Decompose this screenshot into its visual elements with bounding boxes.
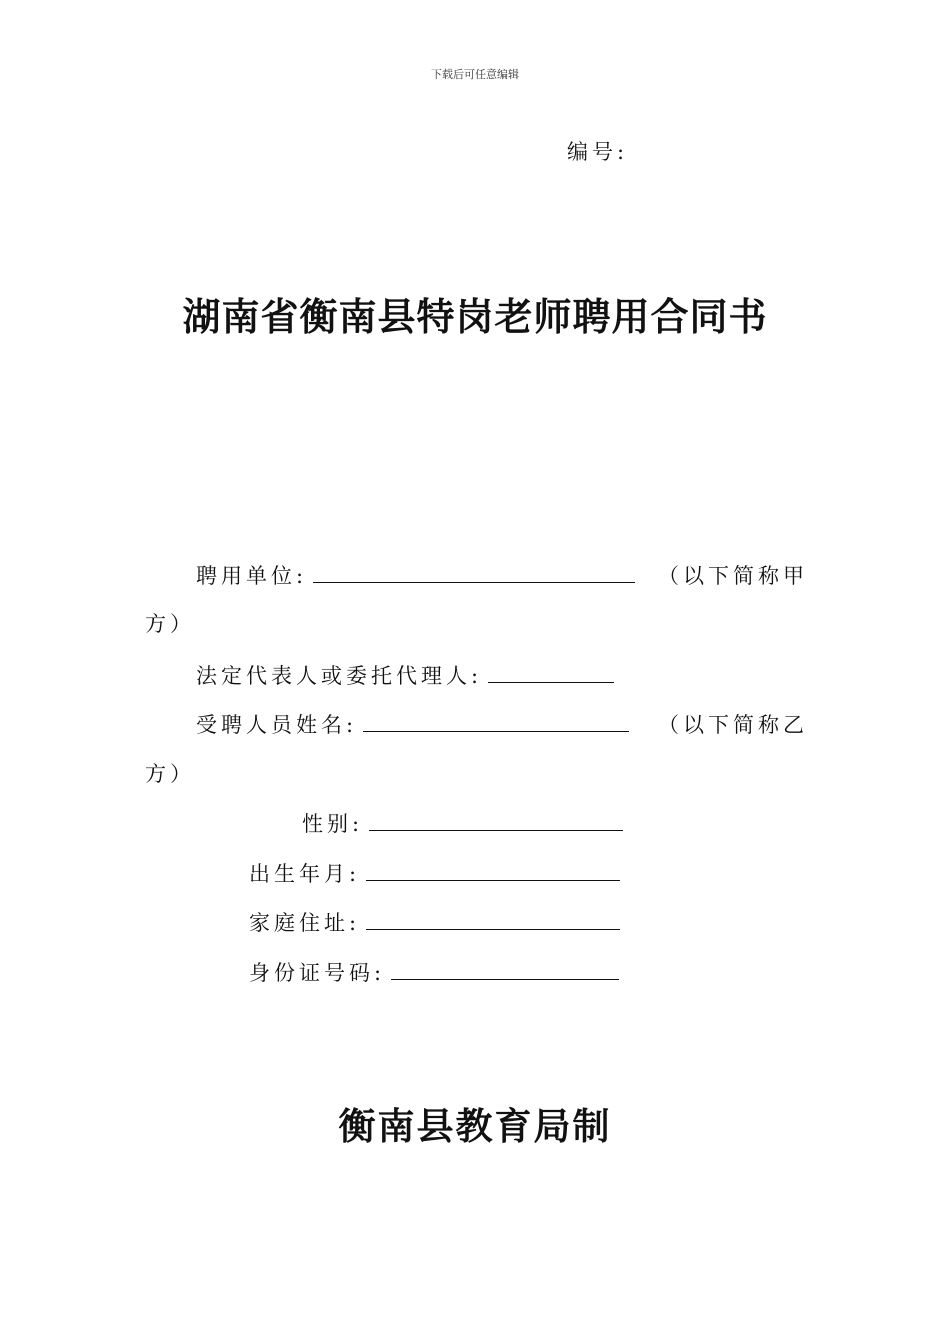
gender-label: 性别: [302, 812, 364, 836]
gender-blank-line [369, 829, 623, 831]
birth-row [249, 858, 620, 888]
gender-row [302, 808, 623, 838]
document-title: 湖南省衡南县特岗老师聘用合同书 [182, 294, 768, 339]
address-blank-line [366, 928, 620, 930]
employee-suffix-cont: 方） [145, 762, 195, 786]
address-label: 家庭住址: [249, 911, 361, 935]
employer-suffix-cont: 方） [145, 612, 195, 636]
employer-row [196, 560, 635, 590]
id-number-blank-line [391, 978, 619, 980]
employer-blank-line [313, 581, 635, 583]
birth-blank-line [366, 879, 620, 881]
employer-label: 聘用单位: [196, 564, 308, 588]
address-row [249, 907, 620, 937]
employer-suffix: （以下简称甲 [658, 564, 808, 588]
issuer-footer: 衡南县教育局制 [338, 1104, 612, 1148]
employee-row [196, 709, 629, 739]
representative-blank-line [488, 681, 614, 683]
contract-number-label: 编号: [567, 140, 629, 164]
representative-label: 法定代表人或委托代理人: [196, 664, 483, 688]
employee-label: 受聘人员姓名: [196, 713, 358, 737]
representative-row [196, 660, 614, 690]
birth-label: 出生年月: [249, 862, 361, 886]
id-number-row [249, 957, 619, 987]
employee-suffix: （以下简称乙 [658, 713, 808, 737]
id-number-label: 身份证号码: [249, 961, 386, 985]
employee-blank-line [363, 730, 629, 732]
page-header: 下载后可任意编辑 [431, 68, 519, 81]
